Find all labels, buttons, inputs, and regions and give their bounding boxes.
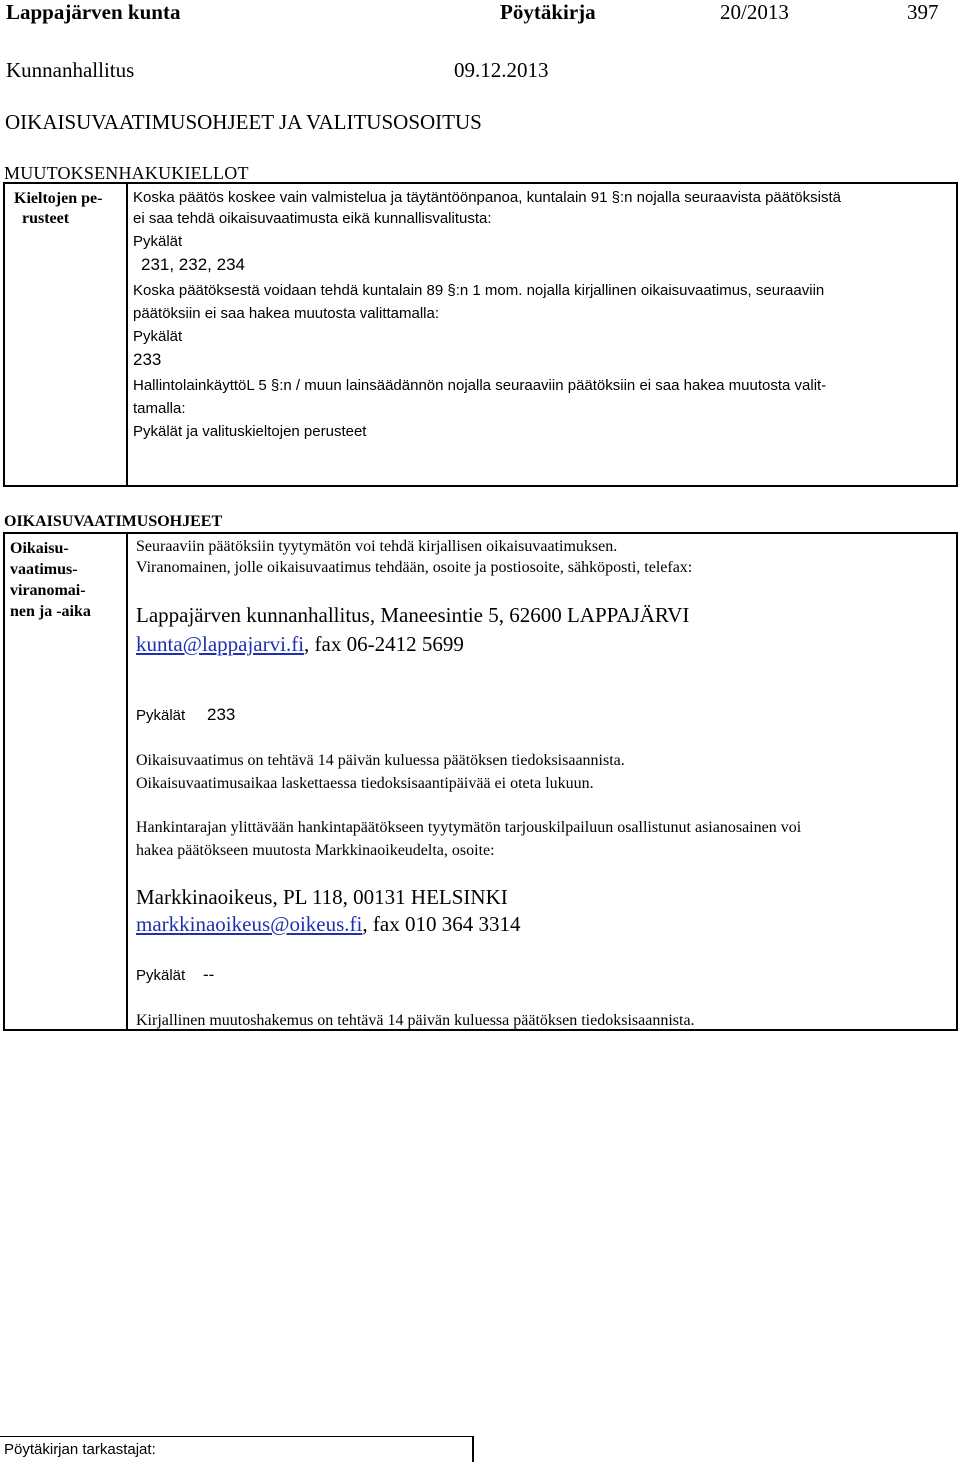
court-address: Markkinaoikeus, PL 118, 00131 HELSINKI <box>136 885 508 909</box>
page-title: OIKAISUVAATIMUSOHJEET JA VALITUSOSOITUS <box>5 110 482 134</box>
deadline-line2: Oikaisuvaatimusaikaa laskettaessa tiedoksisaantipäivää ei oteta lukuun. <box>136 775 594 792</box>
authority-address: Lappajärven kunnanhallitus, Maneesintie 5, 62600 LAPPAJÄRVI <box>136 603 690 627</box>
instructions-divider <box>126 532 128 1031</box>
instructions-label-line2: vaatimus- <box>10 561 78 578</box>
instructions-intro2: Viranomainen, jolle oikaisuvaatimus tehdään, osoite ja postiosoite, sähköposti, telefax: <box>136 559 693 576</box>
court-fax: , fax 010 364 3314 <box>362 912 521 936</box>
court-email-link[interactable]: markkinaoikeus@oikeus.fi <box>136 912 363 936</box>
restrictions-p1-line2: ei saa tehdä oikaisuvaatimusta eikä kunnallisvalitusta: <box>133 210 492 227</box>
footer-top-rule <box>0 1436 474 1437</box>
restrictions-p3-tail: Pykälät ja valituskieltojen perusteet <box>133 423 367 440</box>
court-contact <box>136 912 520 937</box>
authority-fax: , fax 06-2412 5699 <box>304 632 464 656</box>
restrictions-p1-pykalat-value: 231, 232, 234 <box>141 255 245 274</box>
instructions-label-line1: Oikaisu- <box>10 540 69 557</box>
pykalat-2-value: -- <box>203 965 215 984</box>
meeting-date: 09.12.2013 <box>454 58 549 82</box>
pykalat-1-value: 233 <box>207 705 236 724</box>
restrictions-label-line2: rusteet <box>22 210 70 227</box>
authority-email-link[interactable]: kunta@lappajarvi.fi <box>136 632 305 656</box>
restrictions-label-line1: Kieltojen pe- <box>14 190 103 207</box>
restrictions-p1-pykalat-label: Pykälät <box>133 233 183 250</box>
deadline-line1: Oikaisuvaatimus on tehtävä 14 päivän kuluessa päätöksen tiedoksisaannista. <box>136 752 625 769</box>
document-type: Pöytäkirja <box>500 0 596 24</box>
procurement-line1: Hankintarajan ylittävään hankintapäätökseen tyytymätön tarjouskilpailuun osallistunut asianosainen voi <box>136 819 802 836</box>
document-number: 20/2013 <box>720 0 789 24</box>
instructions-heading: OIKAISUVAATIMUSOHJEET <box>4 513 223 530</box>
instructions-intro1: Seuraaviin päätöksiin tyytymätön voi tehdä kirjallisen oikaisuvaatimuksen. <box>136 538 618 555</box>
restrictions-p2-pykalat-value: 233 <box>133 350 162 369</box>
restrictions-p3-line1: HallintolainkäyttöL 5 §:n / muun lainsäädännön nojalla seuraaviin päätöksiin ei saa hakea muutosta valit- <box>133 377 827 394</box>
instructions-label-line4: nen ja -aika <box>10 603 91 620</box>
page-number: 397 <box>907 0 939 24</box>
municipality-name: Lappajärven kunta <box>6 0 181 24</box>
footer-divider <box>472 1436 474 1462</box>
procurement-line2: hakea päätökseen muutosta Markkinaoikeudelta, osoite: <box>136 842 495 859</box>
restrictions-heading: MUUTOKSENHAKUKIELLOT <box>4 163 249 183</box>
pykalat-2-label: Pykälät <box>136 967 186 984</box>
reviewers-label: Pöytäkirjan tarkastajat: <box>4 1441 156 1458</box>
restrictions-p2-line1: Koska päätöksestä voidaan tehdä kuntalain 89 §:n 1 mom. nojalla kirjallinen oikaisuvaatimus, seuraaviin <box>133 282 825 299</box>
organ-name: Kunnanhallitus <box>6 58 135 82</box>
restrictions-p3-line2: tamalla: <box>133 400 186 417</box>
restrictions-p1-line1: Koska päätös koskee vain valmistelua ja täytäntöönpanoa, kuntalain 91 §:n nojalla seuraavista päätöksistä <box>133 189 841 206</box>
restrictions-p2-pykalat-label: Pykälät <box>133 328 183 345</box>
restrictions-divider <box>126 182 128 487</box>
restrictions-p2-line2: päätöksiin ei saa hakea muutosta valittamalla: <box>133 305 440 322</box>
pykalat-1-label: Pykälät <box>136 707 186 724</box>
final-note: Kirjallinen muutoshakemus on tehtävä 14 päivän kuluessa päätöksen tiedoksisaannista. <box>136 1012 695 1029</box>
instructions-label-line3: viranomai- <box>10 582 86 599</box>
authority-contact <box>136 632 464 657</box>
